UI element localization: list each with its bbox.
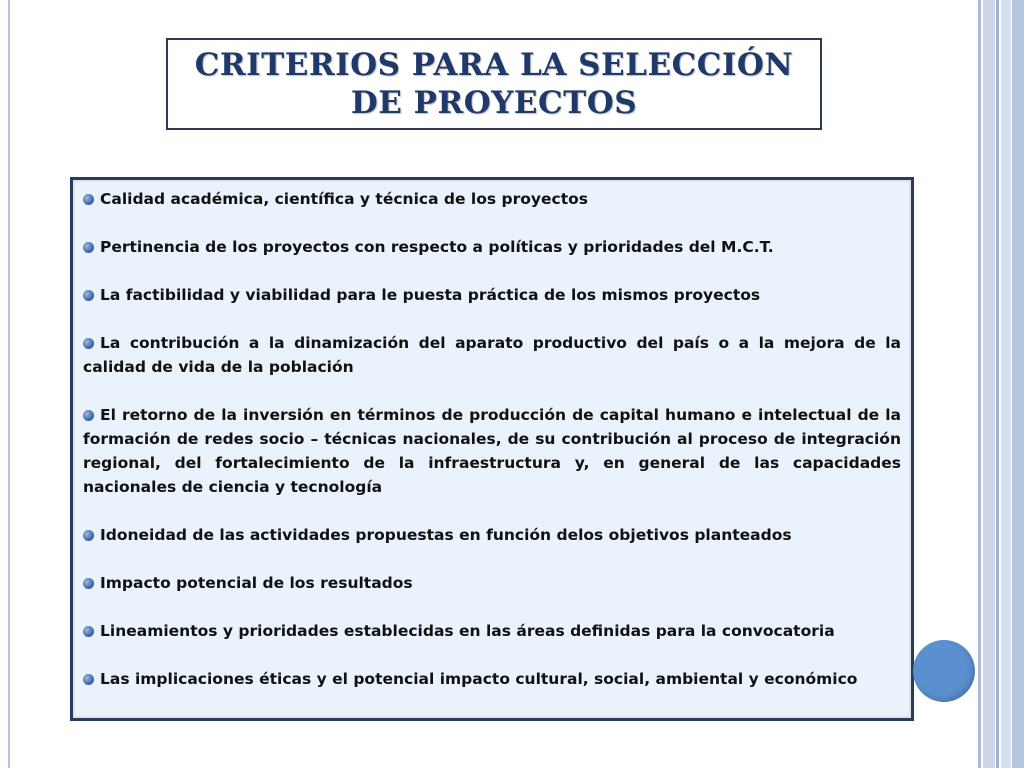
title-line-1: CRITERIOS PARA LA SELECCIÓN xyxy=(194,47,794,83)
list-item xyxy=(83,331,901,379)
list-item xyxy=(83,571,901,595)
criterion-text: Pertinencia de los proyectos con respecto a políticas y prioridades del M.C.T. xyxy=(100,238,774,256)
list-item xyxy=(83,235,901,259)
bullet-icon xyxy=(83,338,94,349)
criterion-text: Calidad académica, científica y técnica de los proyectos xyxy=(100,190,588,208)
bullet-icon xyxy=(83,626,94,637)
criterion-text: El retorno de la inversión en términos de producción de capital humano e intelectual de la formación de redes socio – técnicas nacionales, de su contribución al proceso de integración regional, del fortalecimiento de la infraestructura y, en general de las capacidades nacionales de ciencia y tecnología xyxy=(83,406,901,496)
list-item xyxy=(83,667,901,691)
right-frame-stripe xyxy=(1001,0,1011,768)
criterion-text: Idoneidad de las actividades propuestas en función delos objetivos planteados xyxy=(100,526,792,544)
bullet-icon xyxy=(83,674,94,685)
list-item xyxy=(83,523,901,547)
list-item xyxy=(83,619,901,643)
bullet-icon xyxy=(83,242,94,253)
title-line-2: DE PROYECTOS xyxy=(350,85,638,121)
decorative-circle xyxy=(913,640,975,702)
criterion-text: La contribución a la dinamización del aparato productivo del país o a la mejora de la calidad de vida de la población xyxy=(83,334,901,376)
bullet-icon xyxy=(83,410,94,421)
left-frame-line xyxy=(8,0,10,768)
criterion-text: La factibilidad y viabilidad para le puesta práctica de los mismos proyectos xyxy=(100,286,761,304)
criteria-list xyxy=(73,180,911,691)
title-box xyxy=(166,38,822,130)
criteria-box xyxy=(70,177,914,721)
bullet-icon xyxy=(83,194,94,205)
list-item xyxy=(83,403,901,499)
list-item xyxy=(83,283,901,307)
right-frame-stripe xyxy=(1012,0,1024,768)
criterion-text: Las implicaciones éticas y el potencial impacto cultural, social, ambiental y económico xyxy=(100,670,858,688)
right-frame-stripe xyxy=(996,0,999,768)
criterion-text: Lineamientos y prioridades establecidas en las áreas definidas para la convocatoria xyxy=(100,622,835,640)
bullet-icon xyxy=(83,290,94,301)
criterion-text: Impacto potencial de los resultados xyxy=(100,574,413,592)
right-frame-stripe xyxy=(978,0,981,768)
slide-title xyxy=(195,46,794,122)
list-item xyxy=(83,187,901,211)
right-frame-stripe xyxy=(983,0,995,768)
bullet-icon xyxy=(83,578,94,589)
bullet-icon xyxy=(83,530,94,541)
